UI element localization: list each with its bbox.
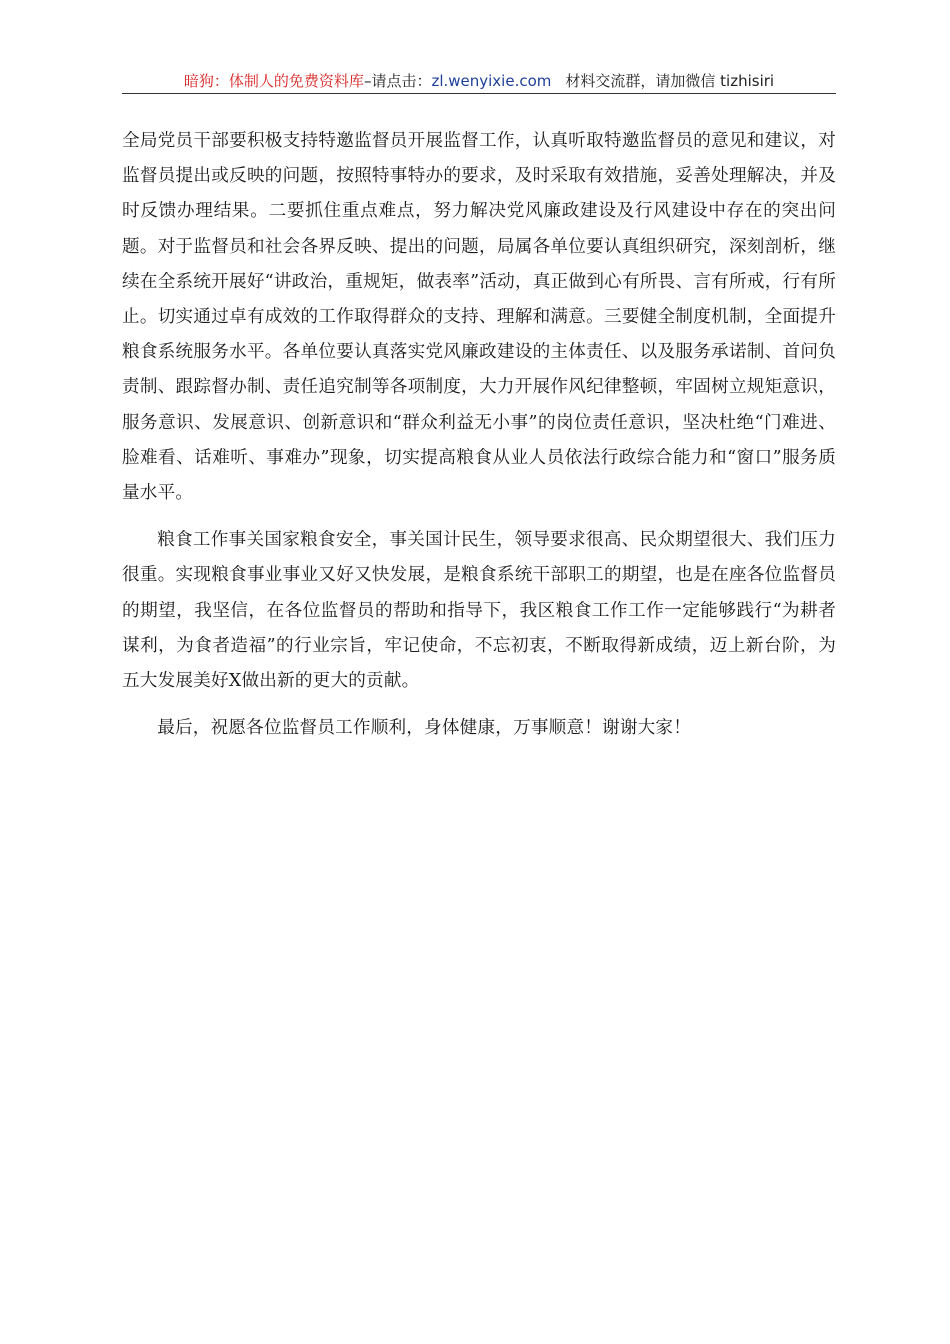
header-divider <box>122 93 836 94</box>
document-body <box>122 124 836 758</box>
body-paragraph-3: 最后，祝愿各位监督员工作顺利，身体健康，万事顺意！谢谢大家！ <box>157 718 692 739</box>
body-paragraph-2: 粮食工作事关国家粮食安全，事关国计民生，领导要求很高、民众期望很大、我们压力很重。实现粮食事业事业又好又快发展，是粮食系统干部职工的期望，也是在座各位监督员的期望，我坚信，在各位监督员的帮助和指导下，我区粮食工作工作一定能够践行“为耕者谋利，为食者造福”的行业宗旨，牢记使命，不忘初衷，不断取得新成绩，迈上新台阶，为五大发展美好X做出新的更大的贡献。 <box>122 530 836 692</box>
header-url-link[interactable]: zl.wenyixie.com <box>431 72 552 90</box>
page-header <box>122 70 836 92</box>
header-contact: 材料交流群，请加微信 tizhisiri <box>565 72 775 90</box>
body-paragraph-1: 全局党员干部要积极支持特邀监督员开展监督工作，认真听取特邀监督员的意见和建议，对监督员提出或反映的问题，按照特事特办的要求，及时采取有效措施，妥善处理解决，并及时反馈办理结果。二要抓住重点难点，努力解决党风廉政建设及行风建设中存在的突出问题。对于监督员和社会各界反映、提出的问题，局属各单位要认真组织研究，深刻剖析，继续在全系统开展好“讲政治，重规矩，做表率”活动，真正做到心有所畏、言有所戒，行有所止。切实通过卓有成效的工作取得群众的支持、理解和满意。三要健全制度机制，全面提升粮食系统服务水平。各单位要认真落实党风廉政建设的主体责任、以及服务承诺制、首问负责制、跟踪督办制、责任追究制等各项制度，大力开展作风纪律整顿，牢固树立规矩意识，服务意识、发展意识、创新意识和“群众利益无小事”的岗位责任意识，坚决杜绝“门难进、脸难看、话难听、事难办”现象，切实提高粮食从业人员依法行政综合能力和“窗口”服务质量水平。 <box>122 131 836 504</box>
header-site-name: 暗狗：体制人的免费资料库 <box>183 72 364 90</box>
header-link-prompt: –请点击： <box>363 72 432 90</box>
